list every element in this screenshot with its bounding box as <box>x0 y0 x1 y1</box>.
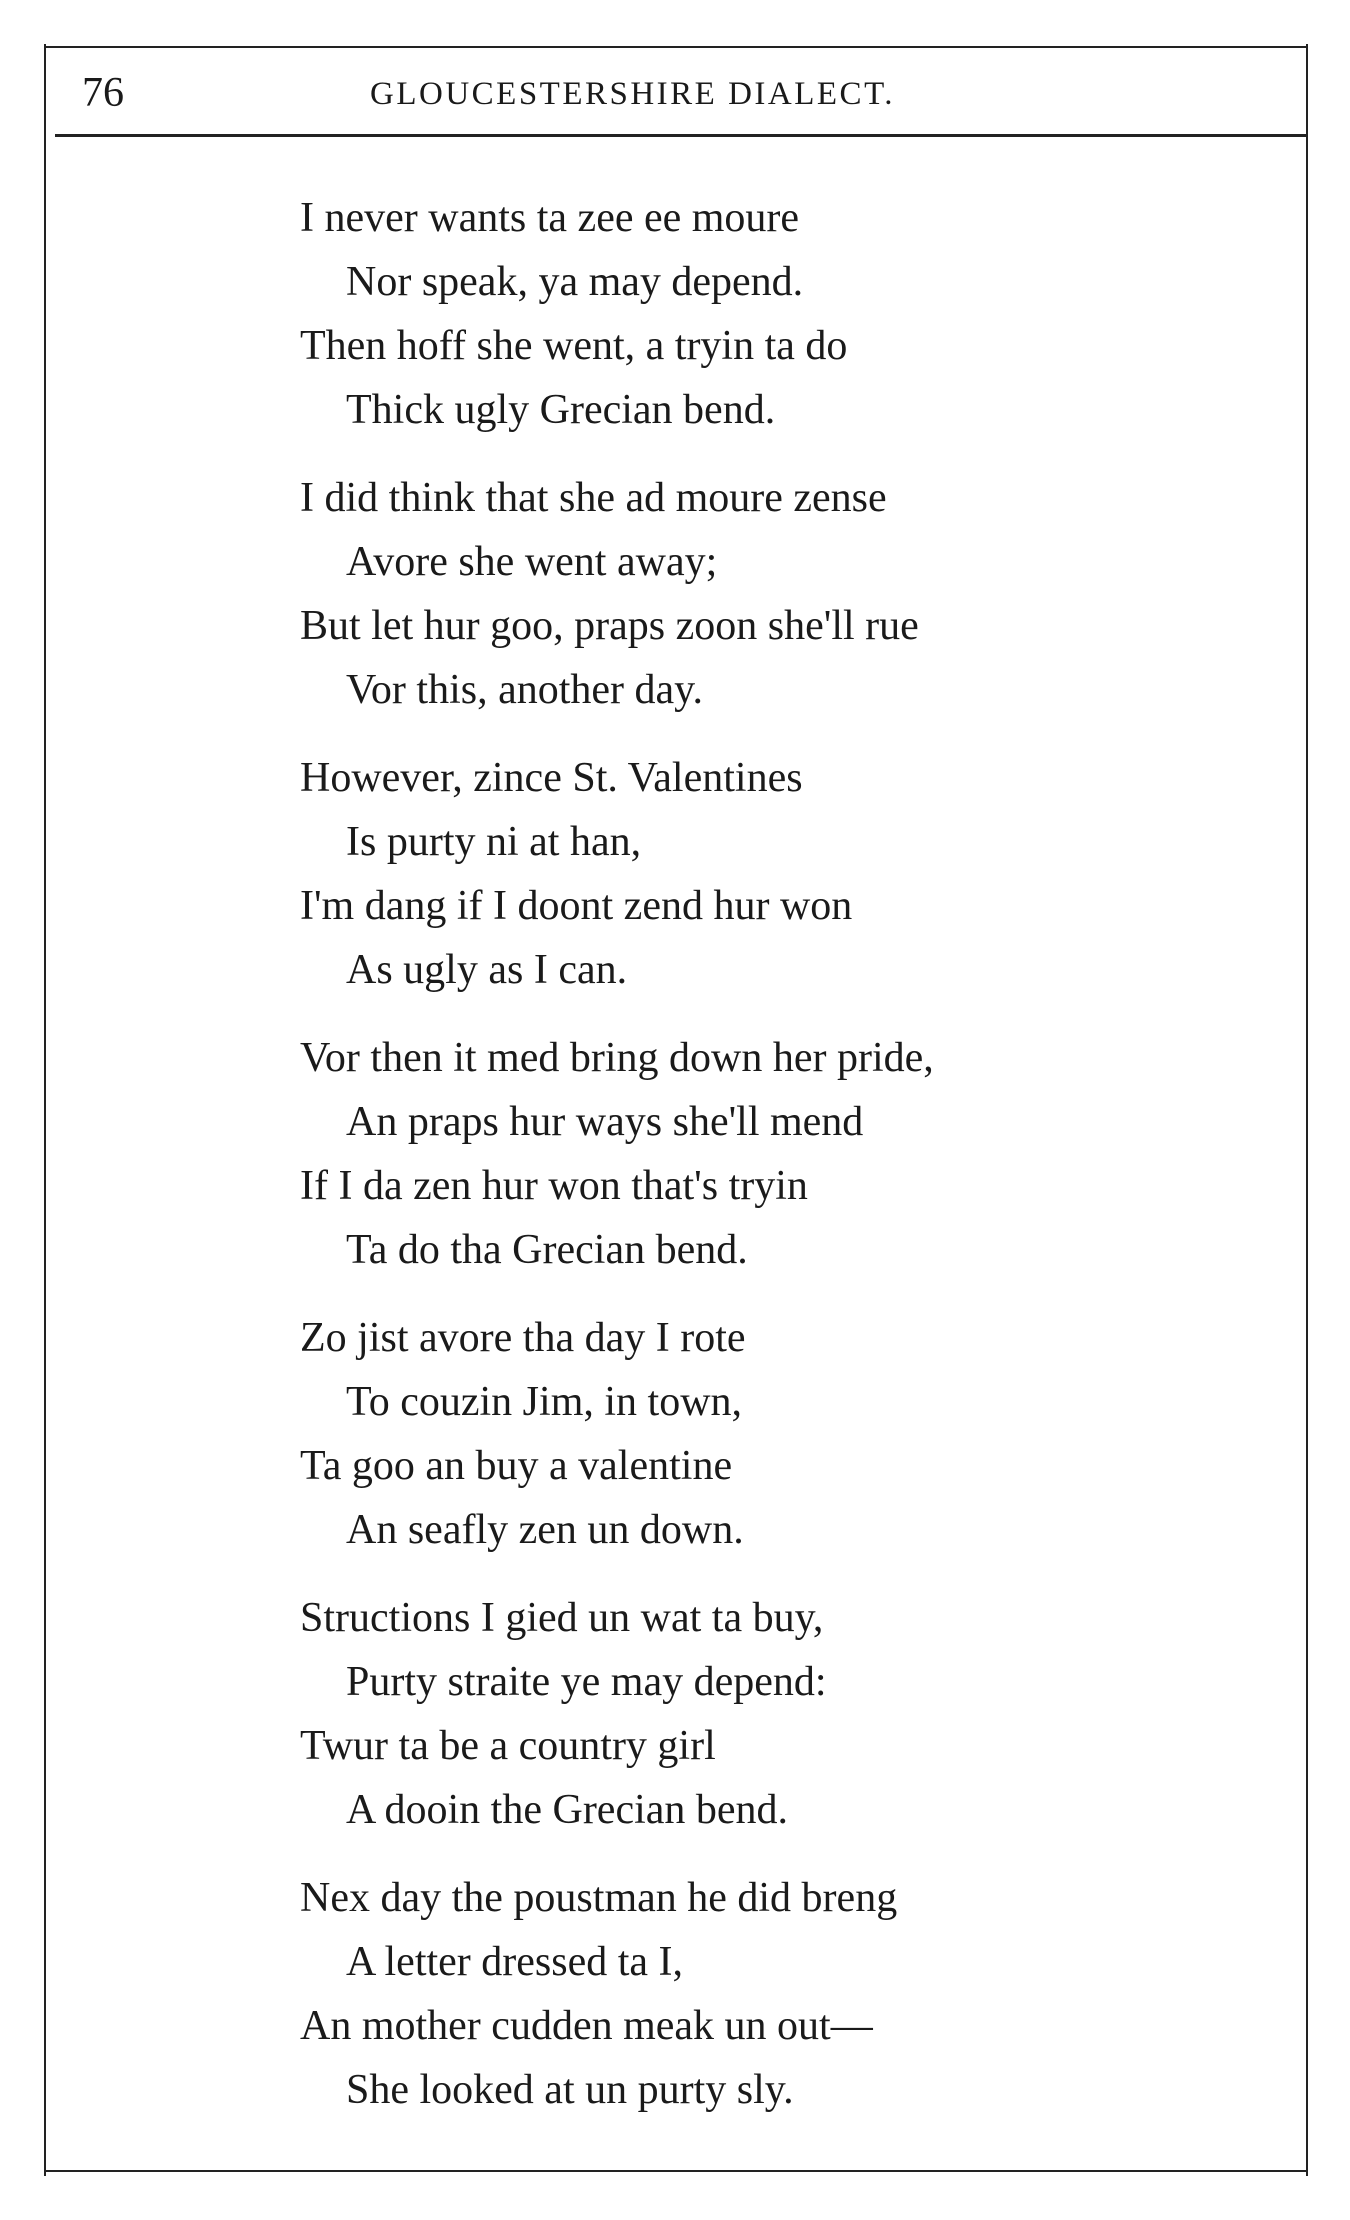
poem-line: Avore she went away; <box>346 539 718 585</box>
poem-line: But let hur goo, praps zoon she'll rue <box>300 603 919 649</box>
poem-line: Purty straite ye may depend: <box>346 1659 827 1705</box>
stanza-4 <box>300 1026 1260 1282</box>
page-frame-left <box>44 44 46 2176</box>
page-number: 76 <box>82 70 124 116</box>
poem-line: A letter dressed ta I, <box>346 1939 684 1985</box>
running-head: GLOUCESTERSHIRE DIALECT. <box>370 76 896 112</box>
poem-line: Zo jist avore tha day I rote <box>300 1315 746 1361</box>
poem-line: An praps hur ways she'll mend <box>346 1099 864 1145</box>
stanza-2 <box>300 466 1260 722</box>
poem-line: Ta do tha Grecian bend. <box>346 1227 748 1273</box>
poem-line: An seafly zen un down. <box>346 1507 744 1553</box>
page-frame-right <box>1306 44 1308 2176</box>
poem-line: Vor this, another day. <box>346 667 703 713</box>
poem-line: Vor then it med bring down her pride, <box>300 1035 934 1081</box>
poem-line: I did think that she ad moure zense <box>300 475 887 521</box>
top-rule <box>44 46 1308 48</box>
bottom-rule <box>44 2170 1308 2172</box>
poem-line: To couzin Jim, in town, <box>346 1379 743 1425</box>
poem-body <box>300 186 1260 2146</box>
stanza-5 <box>300 1306 1260 1562</box>
poem-line: Nor speak, ya may depend. <box>346 259 804 305</box>
poem-line: Structions I gied un wat ta buy, <box>300 1595 824 1641</box>
poem-line: Then hoff she went, a tryin ta do <box>300 323 848 369</box>
poem-line: As ugly as I can. <box>346 947 628 993</box>
stanza-6 <box>300 1586 1260 1842</box>
poem-line: Twur ta be a country girl <box>300 1723 716 1769</box>
poem-line: Nex day the poustman he did breng <box>300 1875 898 1921</box>
poem-line: Ta goo an buy a valentine <box>300 1443 733 1489</box>
stanza-7 <box>300 1866 1260 2122</box>
poem-line: I'm dang if I doont zend hur won <box>300 883 853 929</box>
poem-line: Is purty ni at han, <box>346 819 642 865</box>
header-rule <box>55 134 1308 137</box>
poem-line: However, zince St. Valentines <box>300 755 803 801</box>
poem-line: A dooin the Grecian bend. <box>346 1787 789 1833</box>
poem-line: Thick ugly Grecian bend. <box>346 387 776 433</box>
poem-line: She looked at un purty sly. <box>346 2067 794 2113</box>
stanza-1 <box>300 186 1260 442</box>
stanza-3 <box>300 746 1260 1002</box>
poem-line: I never wants ta zee ee moure <box>300 195 800 241</box>
poem-line: An mother cudden meak un out— <box>300 2003 873 2049</box>
poem-line: If I da zen hur won that's tryin <box>300 1163 808 1209</box>
